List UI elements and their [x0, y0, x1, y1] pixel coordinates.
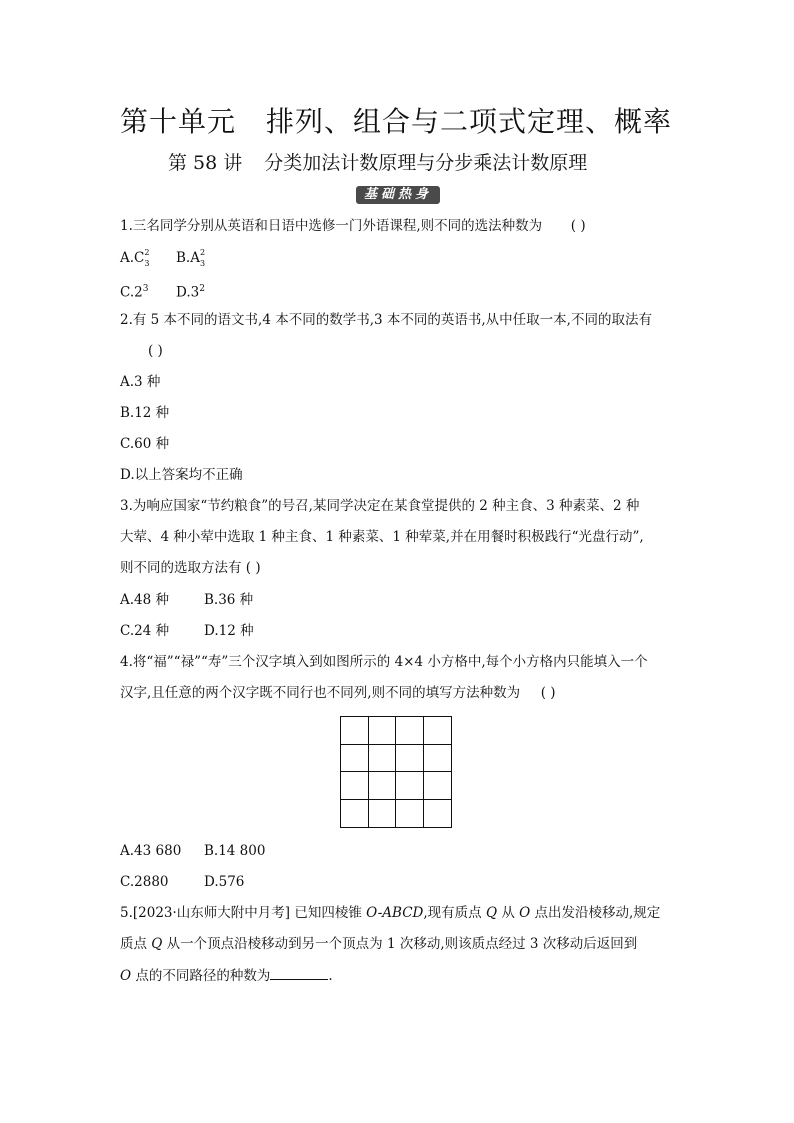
grid-cell: [341, 800, 369, 828]
q5-text-part: 从: [497, 905, 520, 921]
option-d: D.576: [204, 874, 245, 890]
grid-cell: [369, 717, 397, 745]
option-a-sup: 2: [144, 248, 150, 257]
grid-cell: [424, 717, 452, 745]
option-a-label: A.C: [120, 250, 145, 266]
question-1-text: 1.三名同学分别从英语和日语中选修一门外语课程,则不同的选法种数为: [120, 218, 543, 234]
q5-text-part: 质点: [120, 936, 152, 952]
option-c: C.24 种: [120, 623, 170, 639]
q5-point-o: O: [120, 968, 132, 984]
lecture-label: 第 58 讲: [168, 152, 243, 174]
question-4-line-2: [120, 683, 556, 703]
q5-text-part: 点出发沿棱移动,规定: [530, 905, 661, 921]
question-4-line-1: 4.将“福”“禄”“寿”三个汉字填入到如图所示的 4×4 小方格中,每个小方格内只能填入一个: [120, 654, 648, 670]
grid-4x4-figure: [340, 716, 452, 828]
grid-cell: [396, 717, 424, 745]
q5-text-part: ,现有质点: [423, 905, 486, 921]
grid-cell: [396, 772, 424, 800]
answer-paren: ( ): [245, 560, 261, 576]
answer-paren: ( ): [540, 685, 556, 701]
question-3-line-1: 3.为响应国家“节约粮食”的号召,某同学决定在某食堂提供的 2 种主食、3 种素菜、2 种: [120, 498, 640, 514]
q5-text-part: 5.[2023·山东师大附中月考] 已知四棱锥: [120, 905, 367, 921]
option-a: A.43 680: [120, 843, 182, 859]
option-a: A.3 种: [120, 374, 161, 390]
grid-cell: [341, 717, 369, 745]
question-3-line-2: 大荤、4 种小荤中选取 1 种主食、1 种素菜、1 种荤菜,并在用餐时积极践行“光盘行动”,: [120, 529, 644, 545]
option-c: [120, 279, 148, 303]
option-d-label: D.3: [176, 284, 200, 301]
grid-cell: [424, 745, 452, 773]
option-d: [176, 279, 205, 303]
option-a: A.48 种: [120, 592, 170, 608]
option-c: C.2880: [120, 874, 169, 890]
option-b: B.14 800: [204, 843, 266, 859]
unit-label: 第十单元: [120, 105, 237, 138]
q5-pyramid-name: O-ABCD: [366, 905, 424, 921]
q5-point-q: Q: [151, 936, 163, 952]
option-b-label: B.A: [176, 250, 200, 266]
answer-blank[interactable]: [270, 965, 328, 980]
q5-text-part: 从一个顶点沿棱移动到另一个顶点为 1 次移动,则该质点经过 3 次移动后返回到: [162, 936, 638, 952]
unit-title: [120, 100, 672, 140]
question-3-line-3-text: 则不同的选取方法有: [120, 560, 242, 576]
grid-cell: [424, 800, 452, 828]
answer-paren: ( ): [570, 218, 586, 234]
lecture-topic: 分类加法计数原理与分步乘法计数原理: [264, 152, 588, 174]
q5-text-part: 点的不同路径的种数为: [131, 968, 271, 984]
option-c-label: C.2: [120, 284, 143, 301]
grid-cell: [369, 772, 397, 800]
option-b: B.12 种: [120, 405, 170, 421]
question-3-line-3: [120, 558, 261, 578]
grid-cell: [341, 772, 369, 800]
q5-period: .: [328, 968, 333, 984]
option-c: C.60 种: [120, 436, 170, 452]
question-2-text: 2.有 5 本不同的语文书,4 本不同的数学书,3 本不同的英语书,从中任取一本,不同的取法有: [120, 312, 652, 328]
grid-cell: [341, 745, 369, 773]
grid-cell: [424, 772, 452, 800]
question-5-line-3: [120, 965, 333, 986]
option-d: D.以上答案均不正确: [120, 467, 243, 483]
q5-point-o: O: [519, 905, 531, 921]
grid-cell: [369, 745, 397, 773]
lecture-title: [168, 148, 587, 175]
option-a-sub: 3: [144, 259, 150, 268]
grid-cell: [396, 745, 424, 773]
grid-cell: [396, 800, 424, 828]
option-b: [176, 248, 208, 268]
option-b-sub: 3: [199, 259, 206, 268]
q5-point-q: Q: [485, 905, 498, 921]
question-4-line-2-text: 汉字,且任意的两个汉字既不同行也不同列,则不同的填写方法种数为: [120, 685, 521, 701]
question-1: [120, 216, 586, 236]
option-b-sup: 2: [199, 248, 206, 257]
option-b: B.36 种: [204, 592, 254, 608]
question-5-line-1: [120, 903, 660, 923]
unit-topic: 排列、组合与二项式定理、概率: [266, 105, 673, 138]
option-c-sup: 3: [142, 284, 149, 294]
grid-cell: [369, 800, 397, 828]
answer-paren: ( ): [148, 343, 163, 359]
option-a: [120, 248, 152, 268]
section-badge: 基础热身: [356, 186, 440, 204]
question-5-line-2: [120, 934, 637, 954]
option-d: D.12 种: [204, 623, 254, 639]
option-d-sup: 2: [199, 284, 205, 294]
